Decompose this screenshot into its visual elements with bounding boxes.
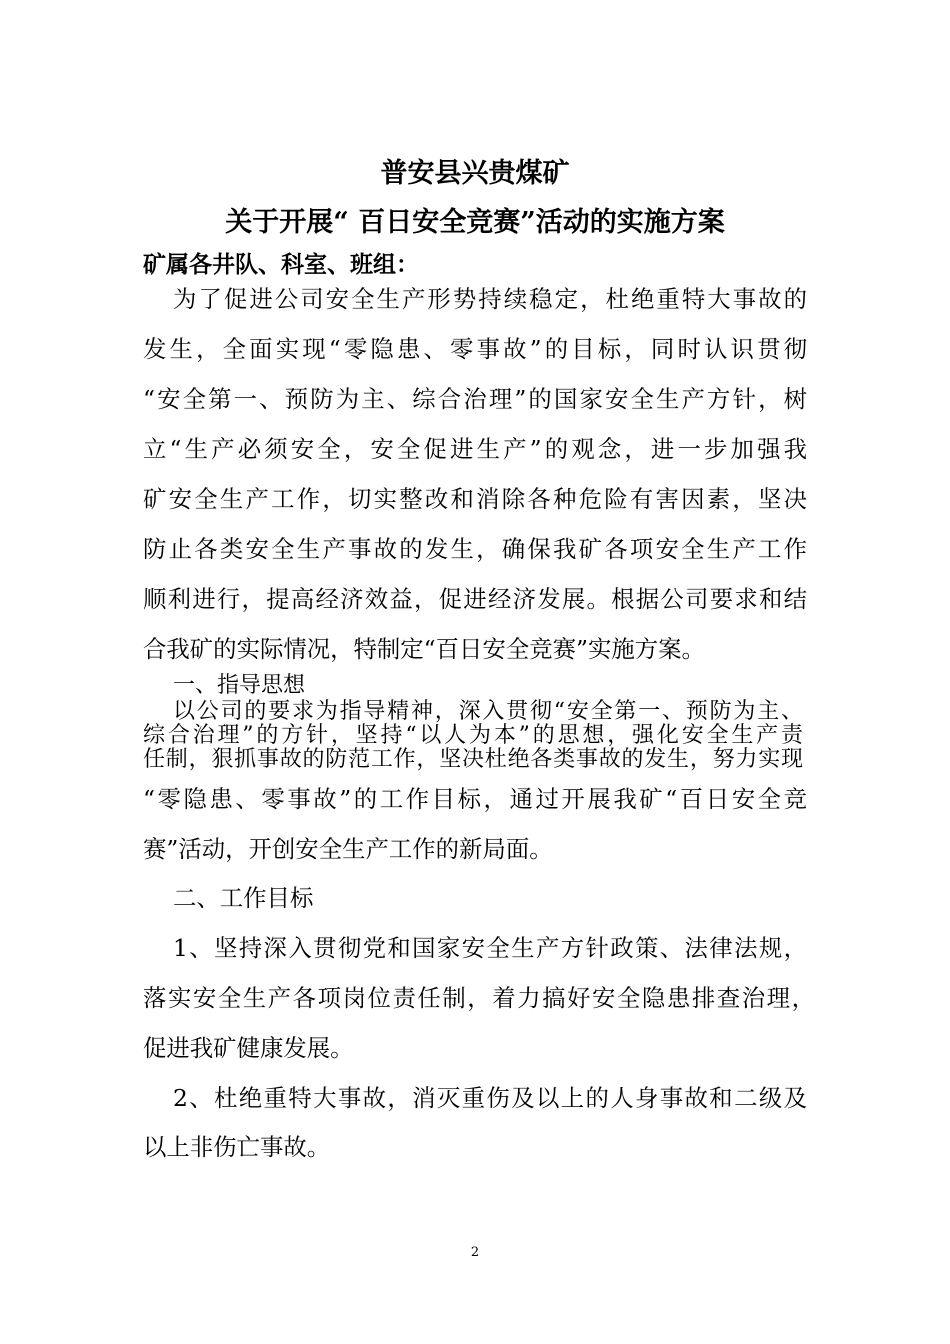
intro-line: 立“生产必须安全，安全促进生产”的观念，进一步加强我 bbox=[143, 435, 807, 463]
intro-line: “安全第一、预防为主、综合治理”的国家安全生产方针，树 bbox=[143, 385, 807, 413]
goal2-line: 2、杜绝重特大事故，消灭重伤及以上的人身事故和二级及 bbox=[173, 1084, 807, 1112]
salutation: 矿属各井队、科室、班组： bbox=[143, 251, 419, 278]
page-number: 2 bbox=[470, 1245, 480, 1260]
goal1-line: 1、坚持深入贯彻党和国家安全生产方针政策、法律法规， bbox=[173, 934, 807, 962]
document-title-plan: 关于开展“ 百日安全竞赛”活动的实施方案 bbox=[225, 207, 725, 238]
section1-line: 赛”活动，开创安全生产工作的新局面。 bbox=[143, 835, 553, 863]
document-title-company: 普安县兴贵煤矿 bbox=[380, 158, 570, 189]
section1-line: 综合治理”的方针，坚持“以人为本”的思想，强化安全生产责 bbox=[143, 723, 803, 748]
goal2-line: 以上非伤亡事故。 bbox=[143, 1133, 331, 1161]
goal1-line: 落实安全生产各项岗位责任制，着力搞好安全隐患排查治理， bbox=[143, 984, 815, 1012]
intro-line: 矿安全生产工作，切实整改和消除各种危险有害因素，坚决 bbox=[143, 485, 807, 513]
intro-line: 发生，全面实现“零隐患、零事故”的目标，同时认识贯彻 bbox=[143, 335, 807, 363]
section1-line: 任制，狠抓事故的防范工作，坚决杜绝各类事故的发生，努力实现 bbox=[143, 747, 803, 772]
intro-line: 顺利进行，提高经济效益，促进经济发展。根据公司要求和结 bbox=[143, 585, 807, 613]
section-heading-guiding-ideology: 一、指导思想 bbox=[173, 673, 306, 698]
section1-line: “零隐患、零事故”的工作目标，通过开展我矿“百日安全竞 bbox=[143, 785, 807, 813]
section1-line: 以公司的要求为指导精神，深入贯彻“安全第一、预防为主、 bbox=[173, 699, 803, 724]
intro-line: 为了促进公司安全生产形势持续稳定，杜绝重特大事故的 bbox=[173, 285, 807, 313]
intro-line: 防止各类安全生产事故的发生，确保我矿各项安全生产工作 bbox=[143, 535, 807, 563]
section-heading-work-goals: 二、工作目标 bbox=[173, 884, 314, 912]
goal1-line: 促进我矿健康发展。 bbox=[143, 1034, 354, 1062]
intro-line: 合我矿的实际情况，特制定“百日安全竞赛”实施方案。 bbox=[143, 635, 705, 663]
